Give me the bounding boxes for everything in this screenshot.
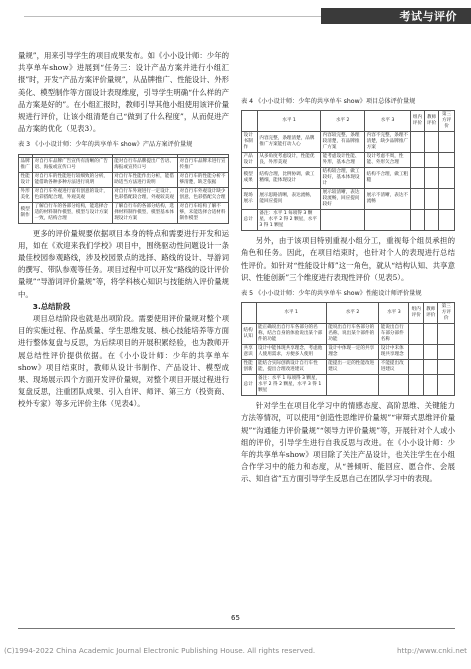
table-caption: 表 5 《小小设计师：少年的共享单车 show》性能设计师评价量规 <box>241 290 422 298</box>
table-cell: 设计中体现一定的共享理念 <box>326 345 379 360</box>
table-header-cell <box>242 303 257 324</box>
table-row-label: 模型制作 <box>19 202 33 223</box>
table-cell <box>439 189 455 210</box>
table-cell: 设计中能体现共享理念，考虑他人使用需求，方便多人使用 <box>256 345 326 360</box>
table-cell: 对自行车品牌广告宣传有清晰的广告语、海报或宣传口号 <box>33 157 113 172</box>
table-cell: 结构合理，比例协调，做工精细，能体现设计 <box>257 168 320 189</box>
table-cell: 内容不完整，条理不清楚，缺少品牌推广方案 <box>365 132 411 153</box>
table-cell: 备注：水平 1 每项得 3 颗星，水平 2 得 2 颗星，水平 3 得 1 颗星 <box>256 375 326 396</box>
table-cell: 对自行车外观设计缺少创意，色彩搭配欠合理 <box>178 187 229 202</box>
table-header-cell: 水平 3 <box>379 303 409 324</box>
table-header-cell: 水平 1 <box>256 303 326 324</box>
table-row-label: 外形美化 <box>19 187 33 202</box>
table-cell: 对自行车的性能分析不够清楚，缺乏依据 <box>178 172 229 187</box>
table-cell: 设计中未体现共享理念 <box>379 345 409 360</box>
table-cell <box>379 375 409 396</box>
table-cell <box>409 345 424 360</box>
paragraph: 项目总结阶段也就是出项阶段。需要使用评价量规对整个项目的实施过程、作品质量、学生思维发展、核心技能培养等方面进行整体复盘与反思，为后续项目的开展积累经验，也为教师开展总结性评价提供依据。在《小小设计师：少年的共享单车show》项目结束时，教师从设计书制作、产品设计、模型成果、现场展示四个方面开发评价量规，对整个项目开展过程进行复盘反思，注重团队成果、引入自评、师评、第三方（投资商、校外专家）等多元评价主体（见表4）。 <box>18 314 229 409</box>
table-cell: 能说出自行车部分部件名称 <box>379 324 409 345</box>
left-column <box>18 50 229 411</box>
table-cell: 能对自行车品牌提出广告语、海报或宣传口号 <box>112 157 177 172</box>
table-row <box>19 187 229 202</box>
table-cell: 能正确说出自行车各部分的名称，结合自身的体验说出某个部件的功能 <box>256 324 326 345</box>
table-row-label: 总计 <box>242 210 258 231</box>
table-row-label: 现场展示 <box>242 189 258 210</box>
table-cell <box>423 375 438 396</box>
table-cell: 备注：水平 1 每项得 3 颗星，水平 2 得 2 颗星，水平 3 得 1 颗星 <box>257 210 320 231</box>
table-cell <box>321 210 365 231</box>
table-4 <box>241 110 455 231</box>
copyright-text: (C)1994-2022 China Academic Journal Electronic Publishing House. All rights reserved. <box>4 646 316 655</box>
header-rule <box>24 16 324 17</box>
table-row <box>242 375 455 396</box>
table-header-cell <box>242 111 258 132</box>
table-cell: 能提出一定的性能改进建议 <box>326 360 379 375</box>
table-cell <box>409 360 424 375</box>
table-cell <box>439 210 455 231</box>
table-row-label: 结构认知 <box>242 324 257 345</box>
table-cell <box>326 375 379 396</box>
table-row <box>242 360 455 375</box>
table-cell: 对自行车结构了解不够，未能选择合适材料制作模型 <box>178 202 229 223</box>
table-row <box>242 324 455 345</box>
table-row-label: 性能创新 <box>242 360 257 375</box>
table-cell: 对自行车的性能进行较细致的分析，能借助各种多种方法进行说明 <box>33 172 113 187</box>
table-row-label: 品牌推广 <box>19 157 33 172</box>
table-3 <box>18 154 229 224</box>
table-row-label: 模型成果 <box>242 168 258 189</box>
page-number: 65 <box>231 614 240 622</box>
table-row <box>242 345 455 360</box>
copyright-line <box>4 646 467 655</box>
table-cell: 对自行车外观进行一定设计，色彩搭配较合理，外观较美观 <box>112 187 177 202</box>
table-cell <box>423 345 438 360</box>
table-row <box>242 153 455 168</box>
table-cell <box>438 375 455 396</box>
table-header-cell: 教师评价 <box>423 303 438 324</box>
section-title: 考试与评价 <box>399 10 457 23</box>
table-cell: 对自行车性能作出分析，能借助适当方法进行说明 <box>112 172 177 187</box>
table-cell: 设计考虑不周，性能、外形欠合理 <box>365 153 411 168</box>
table-cell: 结构较合理，做工较好，基本体现设计 <box>321 168 365 189</box>
table-cell <box>411 153 425 168</box>
table-cell: 从多角度考虑设计，性能优良，外形美观 <box>257 153 320 168</box>
table-cell: 能说出自行车各部分的名称，说出某个部件的功能 <box>326 324 379 345</box>
table-row <box>242 132 455 153</box>
table-5 <box>241 302 455 396</box>
table-header-cell: 第三方评价 <box>438 303 455 324</box>
table-header-cell: 第三方评价 <box>439 111 455 132</box>
table-cell <box>365 210 411 231</box>
table-row-label: 总计 <box>242 375 257 396</box>
paragraph: 针对学生在项目化学习中的情感态度、高阶思维、关键能力方法等情况，可以使用“创造性思维评价量规”“审辩式思维评价量规”“沟通能力评价量规”“领导力评价量规”等，开展针对个人或小组的评价，引导学生进行自我反思与改进。在《小小设计师：少年的共享单车show》项目除了关注产品设计，也关注学生在小组合作学习中的能力和态度，从“善倾听、能回应、愿合作、会展示、知自省”五方面引导学生反思自己在团队学习中的表现。 <box>241 401 455 484</box>
table-row <box>19 172 229 187</box>
table-row <box>242 210 455 231</box>
table-header-row <box>242 111 455 132</box>
section-subheading: 3.总结阶段 <box>32 301 71 311</box>
table-header-cell: 组内评价 <box>411 111 425 132</box>
table-cell <box>439 132 455 153</box>
table-cell <box>425 153 439 168</box>
table-cell: 内容较完整，条理较清楚，有品牌推广方案 <box>321 132 365 153</box>
table-cell <box>411 210 425 231</box>
table-cell: 展示思路清晰，表达流畅，能回应提问 <box>257 189 320 210</box>
table-row-label: 性能设计 <box>19 172 33 187</box>
table-cell <box>423 360 438 375</box>
table-cell <box>438 324 455 345</box>
table-header-cell: 教师评价 <box>425 111 439 132</box>
table-row <box>19 157 229 172</box>
table-cell: 结构不合理，做工粗糙 <box>365 168 411 189</box>
table-cell: 展示较清晰，表达较流畅，回应提问较好 <box>321 189 365 210</box>
table-header-cell: 组内评价 <box>409 303 424 324</box>
table-cell <box>411 189 425 210</box>
table-cell <box>425 168 439 189</box>
table-cell <box>425 132 439 153</box>
table-header-cell: 水平 2 <box>321 111 365 132</box>
table-header-cell: 水平 1 <box>257 111 320 132</box>
paragraph: 另外，由于该项目特别重视小组分工，重视每个组员承担的角色和任务。因此，在项目结束时，也针对个人的表现进行总结性评价。如针对“性能设计师”这一角色，就从“结构认知、共享意识、性能创新”三个维度进行表现性评价（见表5）。 <box>241 236 455 282</box>
table-header-cell: 水平 3 <box>365 111 411 132</box>
table-cell <box>409 324 424 345</box>
table-cell: 能考虑设计性能、外形，基本合理 <box>321 153 365 168</box>
table-cell: 了解自行车的各部分结构，选择材料制作模型，模型基本体现设计方案 <box>112 202 177 223</box>
table-cell <box>425 210 439 231</box>
table-cell <box>423 324 438 345</box>
table-cell <box>411 132 425 153</box>
table-cell: 不能提出改进建议 <box>379 360 409 375</box>
right-column <box>241 92 455 486</box>
table-cell: 对自行车外观进行富有创意的设计，色彩搭配合理，外观美观 <box>33 187 113 202</box>
table-row <box>242 189 455 210</box>
paragraph: 量规”，用来引导学生的项目成果发布。如《小小设计师：少年的共享单车show》进展到“任务三：设计产品方案并进行小组汇报”时，开发“产品方案评价量规”，从品牌推广、性能设计、外形美化、模型制作等方面设计表现维度，引导学生明确“什么样的产品方案是好的”。在小组汇报时，教师引导其他小组使用该评价量规进行评价，让该小组清楚自己“做到了什么程度”，从而促进产品方案的优化（见表3）。 <box>18 51 229 134</box>
table-row-label: 设计书制作 <box>242 132 258 153</box>
footer-rule <box>18 628 455 629</box>
table-cell: 能结合实际创新设计自行车性能，提出合理改进建议 <box>256 360 326 375</box>
table-cell <box>438 345 455 360</box>
table-cell <box>438 360 455 375</box>
table-cell: 对自行车品牌未进行宣传推广 <box>178 157 229 172</box>
table-cell <box>411 168 425 189</box>
table-cell <box>439 153 455 168</box>
table-header-cell: 水平 2 <box>326 303 379 324</box>
table-cell <box>425 189 439 210</box>
section-banner <box>321 8 471 24</box>
table-row-label: 共享意识 <box>242 345 257 360</box>
table-cell: 内容完整，条理清楚，品牌推广方案能打动人心 <box>257 132 320 153</box>
table-row-label: 产品设计 <box>242 153 258 168</box>
table-row <box>242 168 455 189</box>
source-url: http://www.cnki.net <box>396 646 467 655</box>
table-caption: 表 4 《小小设计师：少年的共享单车 show》项目总体评价量规 <box>241 98 416 105</box>
table-row <box>19 202 229 223</box>
paragraph: 更多的评价量规要依据项目本身的特点和需要进行开发和运用，如在《欢迎来我们学校》项目中，围绕驱动性问题设计一条最佳校园参观路线，涉及校园景点的选择、路线的设计、导游词的撰写、带队参观等任务。项目过程中可以开发“路线的设计评价量规”“导游词评价量规”等，将学科核心知识与技能纳入评价量规中。 <box>18 228 229 299</box>
table-header-row <box>242 303 455 324</box>
table-cell <box>409 375 424 396</box>
page-header <box>0 0 471 28</box>
table-cell: 展示不清晰，表达不流畅 <box>365 189 411 210</box>
table-caption: 表 3 《小小设计师：少年的共享单车 show》产品方案评价量规 <box>18 141 193 149</box>
table-cell <box>439 168 455 189</box>
table-cell: 了解自行车的各部分结构，能选择合适的材料制作模型，模型与设计方案一致，结构合理 <box>33 202 113 223</box>
